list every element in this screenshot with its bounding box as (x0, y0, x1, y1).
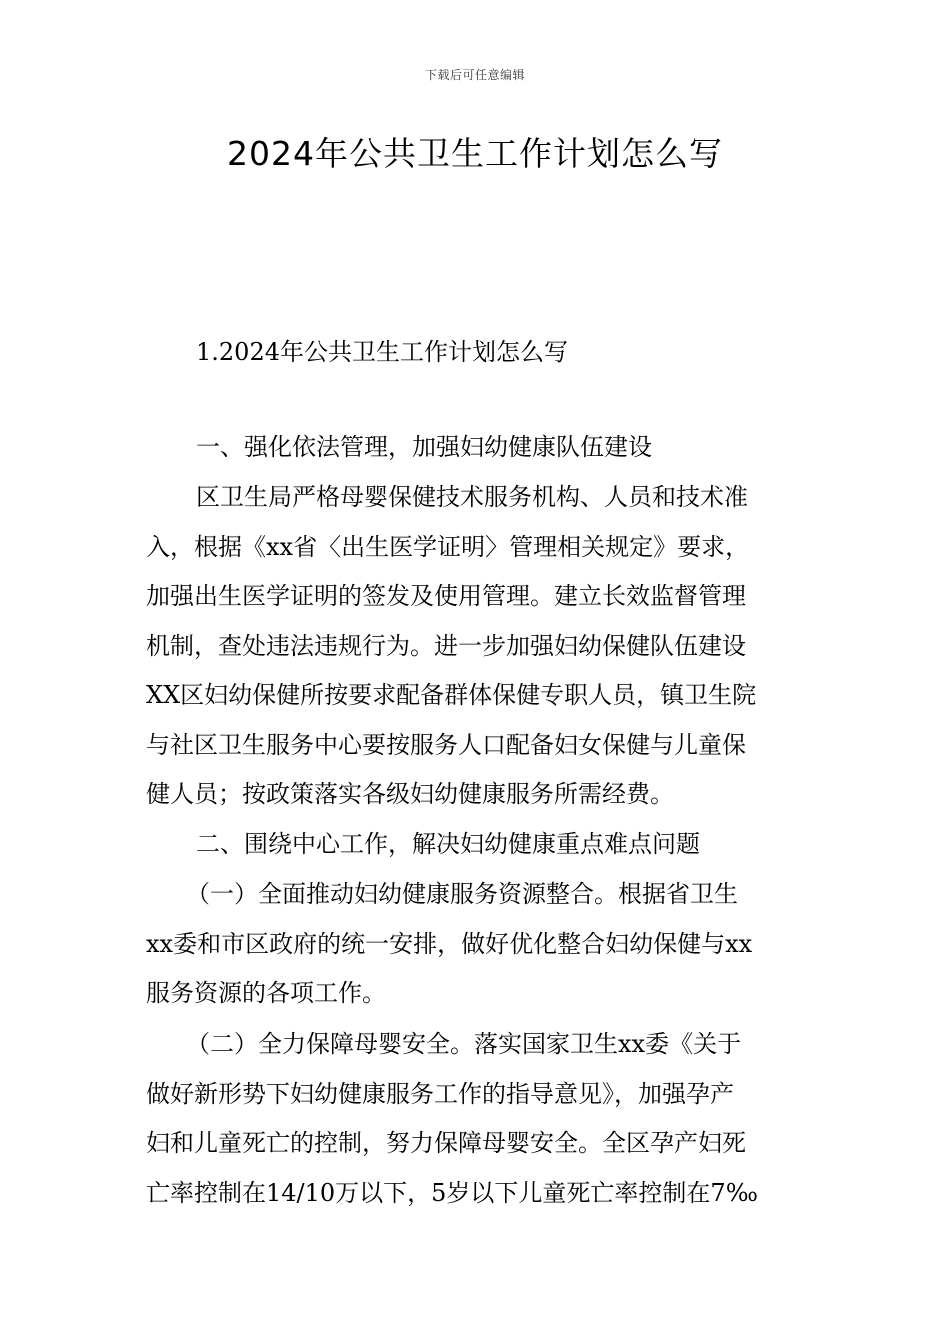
paragraph-line: （一）全面推动妇幼健康服务资源整合。根据省卫生 (186, 880, 738, 908)
paragraph-line: XX区妇幼保健所按要求配备群体保健专职人员，镇卫生院 (146, 681, 757, 709)
section-1-heading: 一、强化依法管理，加强妇幼健康队伍建设 (196, 433, 652, 461)
paragraph-line: 加强出生医学证明的签发及使用管理。建立长效监督管理 (146, 582, 746, 610)
document-title: 2024年公共卫生工作计划怎么写 (227, 134, 723, 173)
section-2-heading-block (146, 820, 808, 870)
paragraph-line: 入，根据《xx省〈出生医学证明〉管理相关规定》要求， (146, 532, 750, 561)
section-2-heading: 二、围绕中心工作，解决妇幼健康重点难点问题 (196, 830, 700, 858)
paragraph-3 (146, 1020, 808, 1218)
header-note: 下载后可任意编辑 (424, 68, 525, 82)
paragraph-line: 与社区卫生服务中心要按服务人口配备妇女保健与儿童保 (146, 730, 746, 759)
paragraph-line: xx委和市区政府的统一安排，做好优化整合妇幼保健与xx (146, 929, 753, 958)
paragraph-line: 机制，查处违法违规行为。进一步加强妇幼保健队伍建设 (146, 631, 746, 660)
paragraph-line: 亡率控制在14/10万以下，5岁以下儿童死亡率控制在7‰ (146, 1178, 758, 1207)
paragraph-line: （二）全力保障母婴安全。落实国家卫生xx委《关于 (186, 1030, 742, 1058)
paragraph-1 (146, 473, 808, 820)
paragraph-line: 妇和儿童死亡的控制，努力保障母婴安全。全区孕产妇死 (146, 1129, 746, 1157)
paragraph-2 (146, 870, 808, 1019)
paragraph-line: 区卫生局严格母婴保健技术服务机构、人员和技术准 (196, 483, 748, 511)
sub-heading: 1.2024年公共卫生工作计划怎么写 (196, 338, 568, 366)
paragraph-line: 健人员；按政策落实各级妇幼健康服务所需经费。 (146, 780, 674, 808)
paragraph-line: 服务资源的各项工作。 (146, 979, 386, 1007)
paragraph-line: 做好新形势下妇幼健康服务工作的指导意见》，加强孕产 (146, 1079, 734, 1108)
